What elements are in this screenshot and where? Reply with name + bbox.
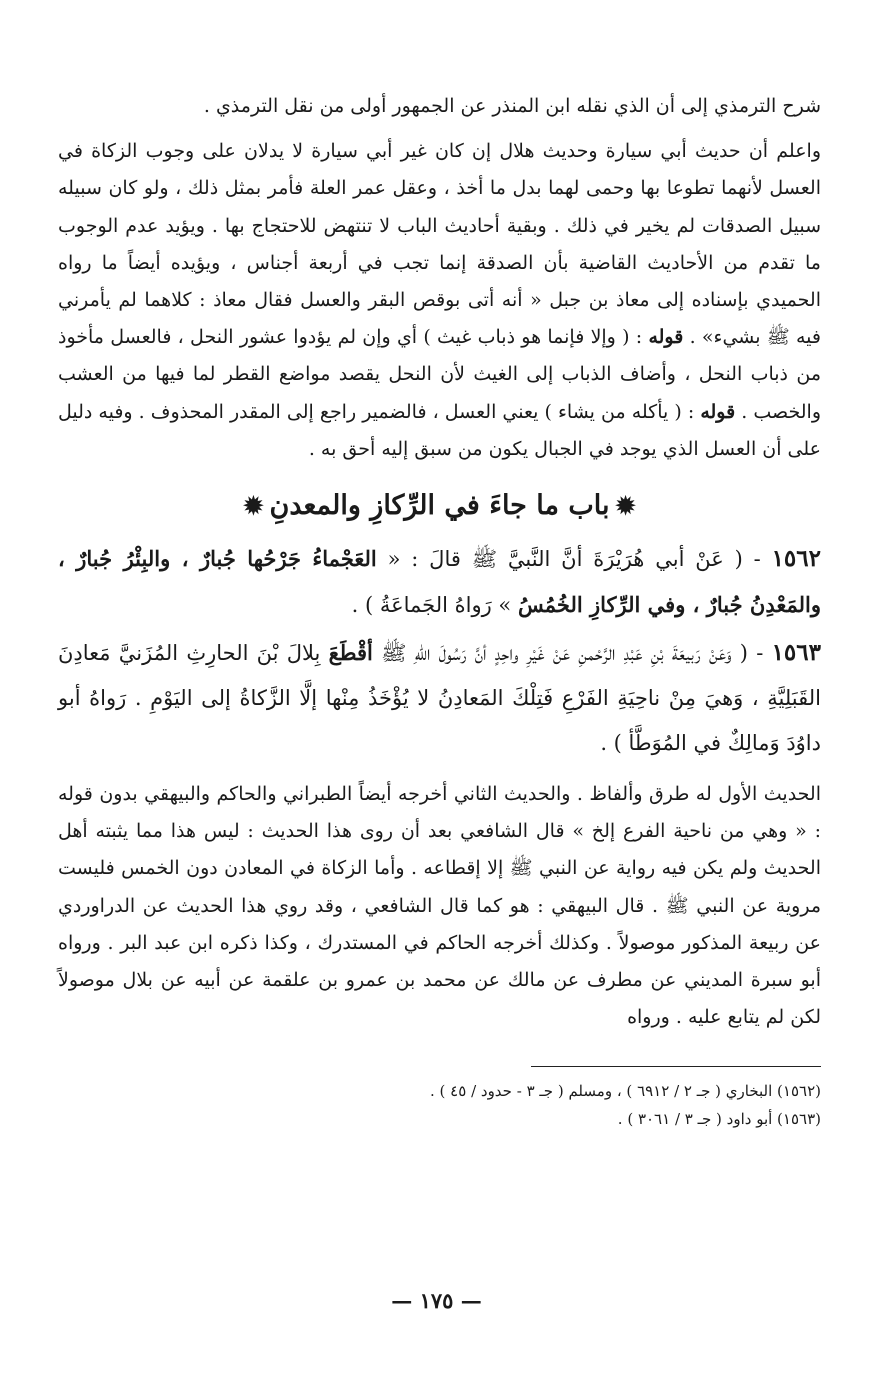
footnote-divider <box>531 1066 821 1067</box>
hadith-text-bold: العَجْماءُ جَرْحُها جُبارٌ ، والبِئْرُ جُبارٌ ، والمَعْدِنُ جُبارٌ ، وفي الرِّكازِ الخُمُسُ <box>58 546 821 618</box>
intro-paragraph: شرح الترمذي إلى أن الذي نقله ابن المنذر عن الجمهور أولى من نقل الترمذي . <box>203 95 821 117</box>
hadith-text: - ( وَعَنْ رَبيعَةَ بْنِ عَبْدِ الرَّحْمنِ عَنْ غَيْرِ واحِدٍ أنَّ رَسُولَ اللهِ ﷺ <box>372 641 772 666</box>
star-ornament-icon: ✹ <box>615 491 636 521</box>
hadith-text: » رَواهُ الجَماعَةُ ) . <box>351 593 518 618</box>
commentary-text: واعلم أن حديث أبي سيارة وحديث هلال إن كان غير أبي سيارة لا يدلان على وجوب الزكاة في العسل لأنهما تطوعا بها وحمى لهما بدل ما أخذ ، وعقل عمر العلة فأمر بمثل ذلك ، ولو كان سبيله سبيل الصدقات لم يخير في ذلك . وبقية أحاديث الباب لا تنتهض للاحتجاج بها . ويؤيد عدم الوجوب ما تقدم من الأحاديث القاضية بأن الصدقة إنما تجب في أربعة أجناس ، ويؤيده أيضاً ما رواه الحميدي بإسناده إلى معاذ بن جبل « أنه أتى بوقص البقر والعسل فقال معاذ : كلاهما لم يأمرني فيه ﷺ بشيء» . <box>58 140 821 349</box>
footnote: (١٥٦٢) البخاري ( جـ ٢ / ٦٩١٢ ) ، ومسلم ( جـ ٣ - حدود / ٤٥ ) . <box>430 1082 821 1101</box>
commentary-paragraph <box>58 133 821 468</box>
chapter-title-text: باب ما جاءَ في الرِّكازِ والمعدنِ <box>269 490 610 522</box>
hadith-text-bold: أقْطَعَ <box>328 640 373 666</box>
hadith-text: بِلالَ بْنَ الحارِثِ المُزَنيَّ مَعادِنَ القَبَلِيَّةِ ، وَهيَ مِنْ ناحِيَةِ الفَرْعِ فَتِلْكَ المَعادِنُ لا يُؤْخَذُ مِنْها إلَّا الزَّكاةُ إلى اليَوْمِ . رَواهُ أبو داوُدَ وَمالِكٌ في المُوَطَّأ ) . <box>58 641 821 756</box>
hadith-number: ١٥٦٣ <box>771 639 821 667</box>
hadith-1563 <box>58 630 821 766</box>
footnote: (١٥٦٣) أبو داود ( جـ ٣ / ٣٠٦١ ) . <box>617 1110 821 1129</box>
hadith-text: - ( عَنْ أبي هُرَيْرَةَ أنَّ النَّبيَّ ﷺ قالَ : « <box>376 547 772 572</box>
hadith-number: ١٥٦٢ <box>771 545 821 573</box>
commentary-text: : ( وإلا فإنما هو ذباب غيث ) أي وإن لم يؤدوا عشور النحل ، فالعسل مأخوذ من ذباب النحل ، وأضاف الذباب إلى الغيث لأن النحل يقصد مواضع القطر لما فيها من العشب والخصب . <box>58 326 821 423</box>
hadith-1562 <box>58 536 821 628</box>
commentary-keyword: قوله <box>700 400 736 423</box>
page-body <box>58 88 821 1336</box>
chapter-title <box>58 486 821 526</box>
post-hadith-paragraph: الحديث الأول له طرق وألفاظ . والحديث الثاني أخرجه أيضاً الطبراني والحاكم والبيهقي بدون قوله : « وهي من ناحية الفرع إلخ » قال الشافعي بعد أن روى هذا الحديث : ليس هذا مما يثبته أهل الحديث ولم يكن فيه رواية عن النبي ﷺ إلا إقطاعه . وأما الزكاة في المعادن دون الخمس فليست مروية عن النبي ﷺ . قال البيهقي : هو كما قال الشافعي ، وقد روي هذا الحديث عن الدراوردي عن ربيعة المذكور موصولاً . وكذلك أخرجه الحاكم في المستدرك ، وكذا ذكره ابن عبد البر . ورواه أبو سبرة المديني عن مطرف عن مالك عن محمد بن عمرو بن علقمة عن أبيه عن بلال موصولاً لكن لم يتابع عليه . ورواه <box>58 783 821 1029</box>
page-number: — ١٧٥ — <box>391 1288 482 1313</box>
commentary-text: : ( يأكله من يشاء ) يعني العسل ، فالضمير راجع إلى المقدر المحذوف . وفيه دليل على أن العسل الذي يوجد في الجبال يكون من سبق إليه أحق به . <box>58 400 821 460</box>
star-ornament-icon: ✹ <box>243 491 264 521</box>
commentary-keyword: قوله <box>648 326 684 349</box>
